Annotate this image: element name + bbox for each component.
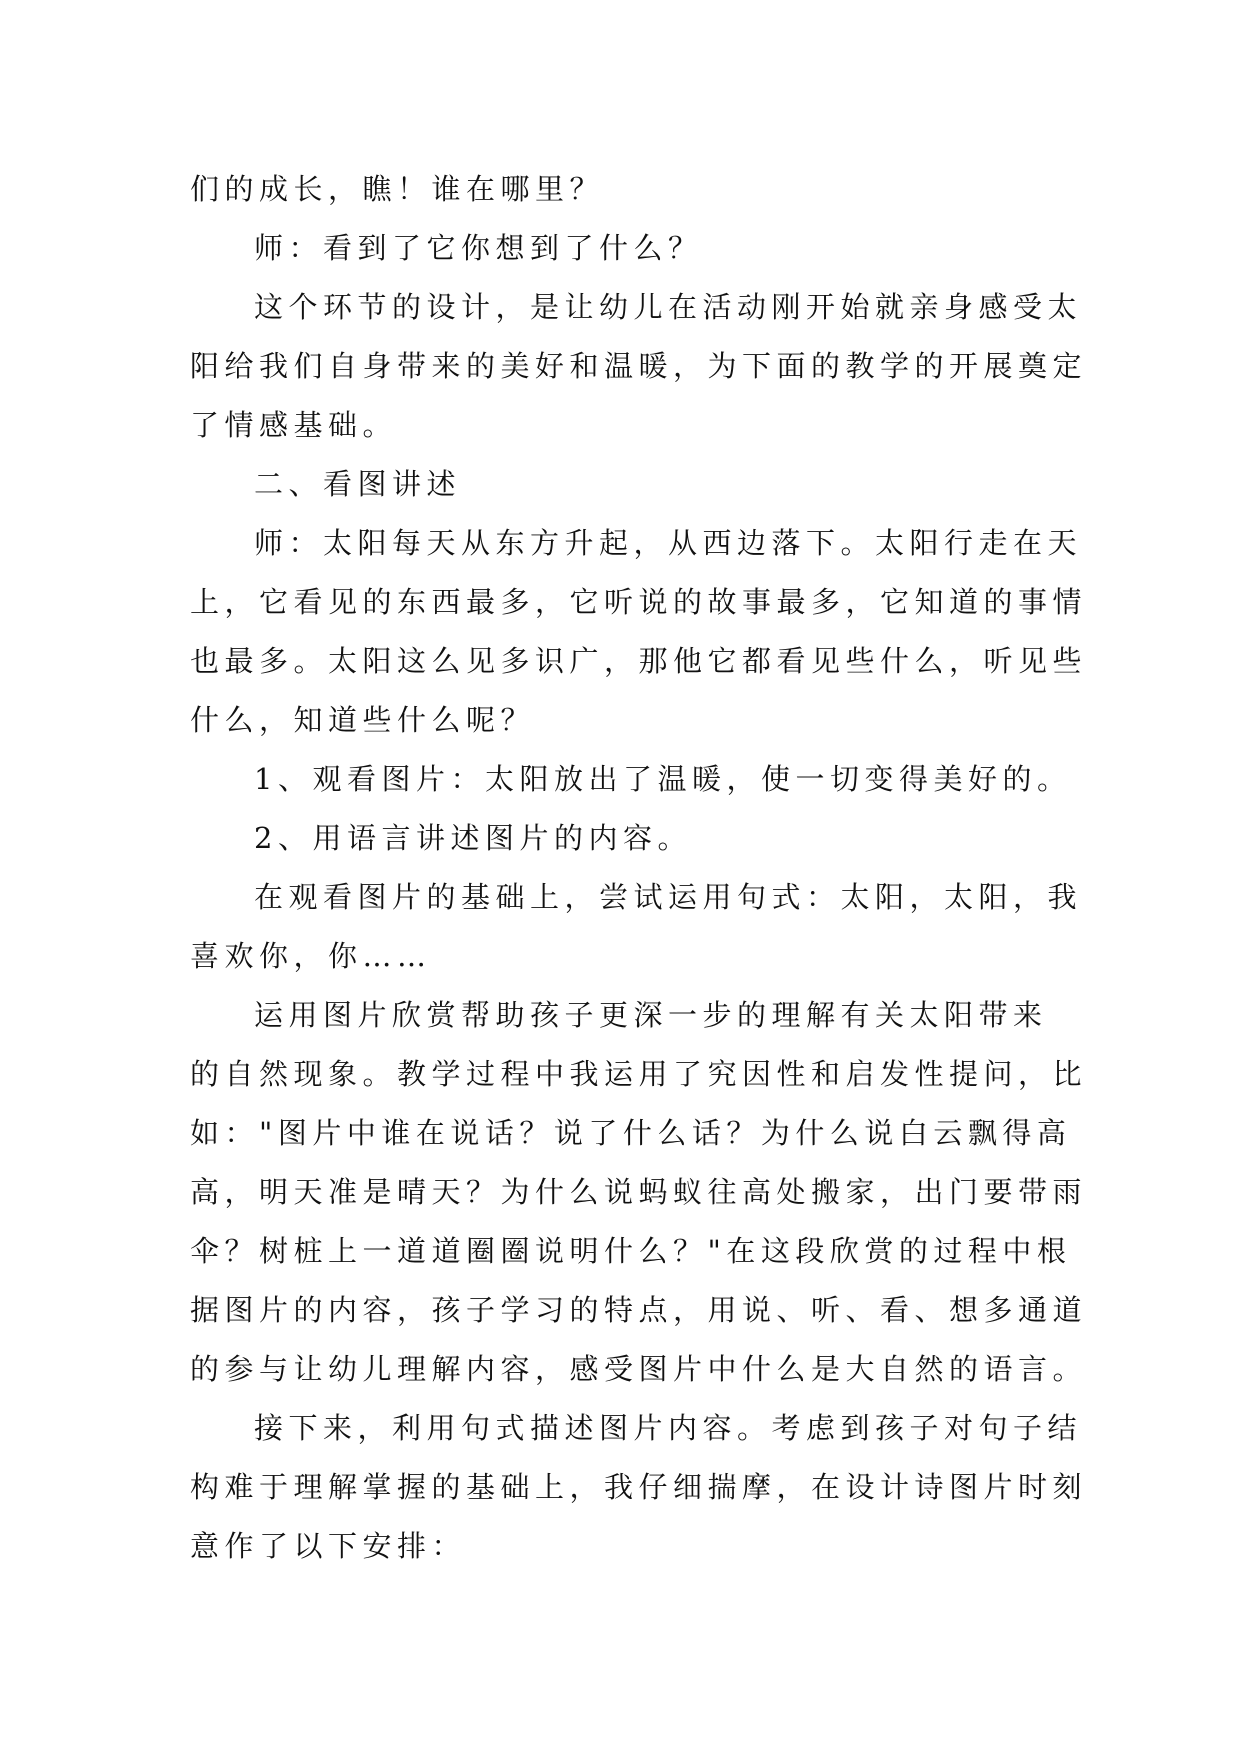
document-page [190,160,1088,1576]
text-line: 运用图片欣赏帮助孩子更深一步的理解有关太阳带来 [254,998,1048,1032]
text-line: 阳给我们自身带来的美好和温暖，为下面的教学的开展奠定 [190,349,1088,383]
text-line: 了情感基础。 [190,408,398,442]
text-line: 二、看图讲述 [254,467,462,501]
paragraph [190,868,1083,986]
text-line: 1、观看图片：太阳放出了温暖，使一切变得美好的。 [254,762,1072,796]
text-line: 的自然现象。教学过程中我运用了究因性和启发性提问，比 [190,1057,1088,1091]
text-line: 们的成长，瞧！谁在哪里？ [190,172,605,206]
text-line: 这个环节的设计，是让幼儿在活动刚开始就亲身感受太 [254,290,1083,324]
text-line: 师：看到了它你想到了什么？ [254,231,703,265]
text-line: 2、用语言讲述图片的内容。 [254,821,692,855]
paragraph [190,986,1088,1399]
text-line: 意作了以下安排： [190,1529,467,1563]
section-heading [190,455,1060,514]
paragraph [190,278,1088,455]
paragraph [190,1399,1088,1576]
text-line: 师：太阳每天从东方升起，从西边落下。太阳行走在天 [254,526,1083,560]
text-line: 伞？树桩上一道道圈圈说明什么？"在这段欣赏的过程中根 [190,1234,1072,1268]
text-line: 什么，知道些什么呢？ [190,703,536,737]
text-line: 高，明天准是晴天？为什么说蚂蚁往高处搬家，出门要带雨 [190,1175,1088,1209]
list-item [190,809,1060,868]
text-line: 在观看图片的基础上，尝试运用句式：太阳，太阳，我 [254,880,1083,914]
list-item [190,750,1072,809]
text-line: 也最多。太阳这么见多识广，那他它都看见些什么，听见些 [190,644,1088,678]
text-line: 的参与让幼儿理解内容，感受图片中什么是大自然的语言。 [190,1352,1088,1386]
paragraph [190,160,1060,219]
text-line: 喜欢你，你…… [190,939,432,973]
text-line: 上，它看见的东西最多，它听说的故事最多，它知道的事情 [190,585,1088,619]
paragraph [190,219,1060,278]
text-line: 如："图片中谁在说话？说了什么话？为什么说白云飘得高 [190,1116,1072,1150]
text-line: 接下来，利用句式描述图片内容。考虑到孩子对句子结 [254,1411,1083,1445]
paragraph [190,514,1088,750]
text-line: 构难于理解掌握的基础上，我仔细揣摩，在设计诗图片时刻 [190,1470,1088,1504]
text-line: 据图片的内容，孩子学习的特点，用说、听、看、想多通道 [190,1293,1088,1327]
